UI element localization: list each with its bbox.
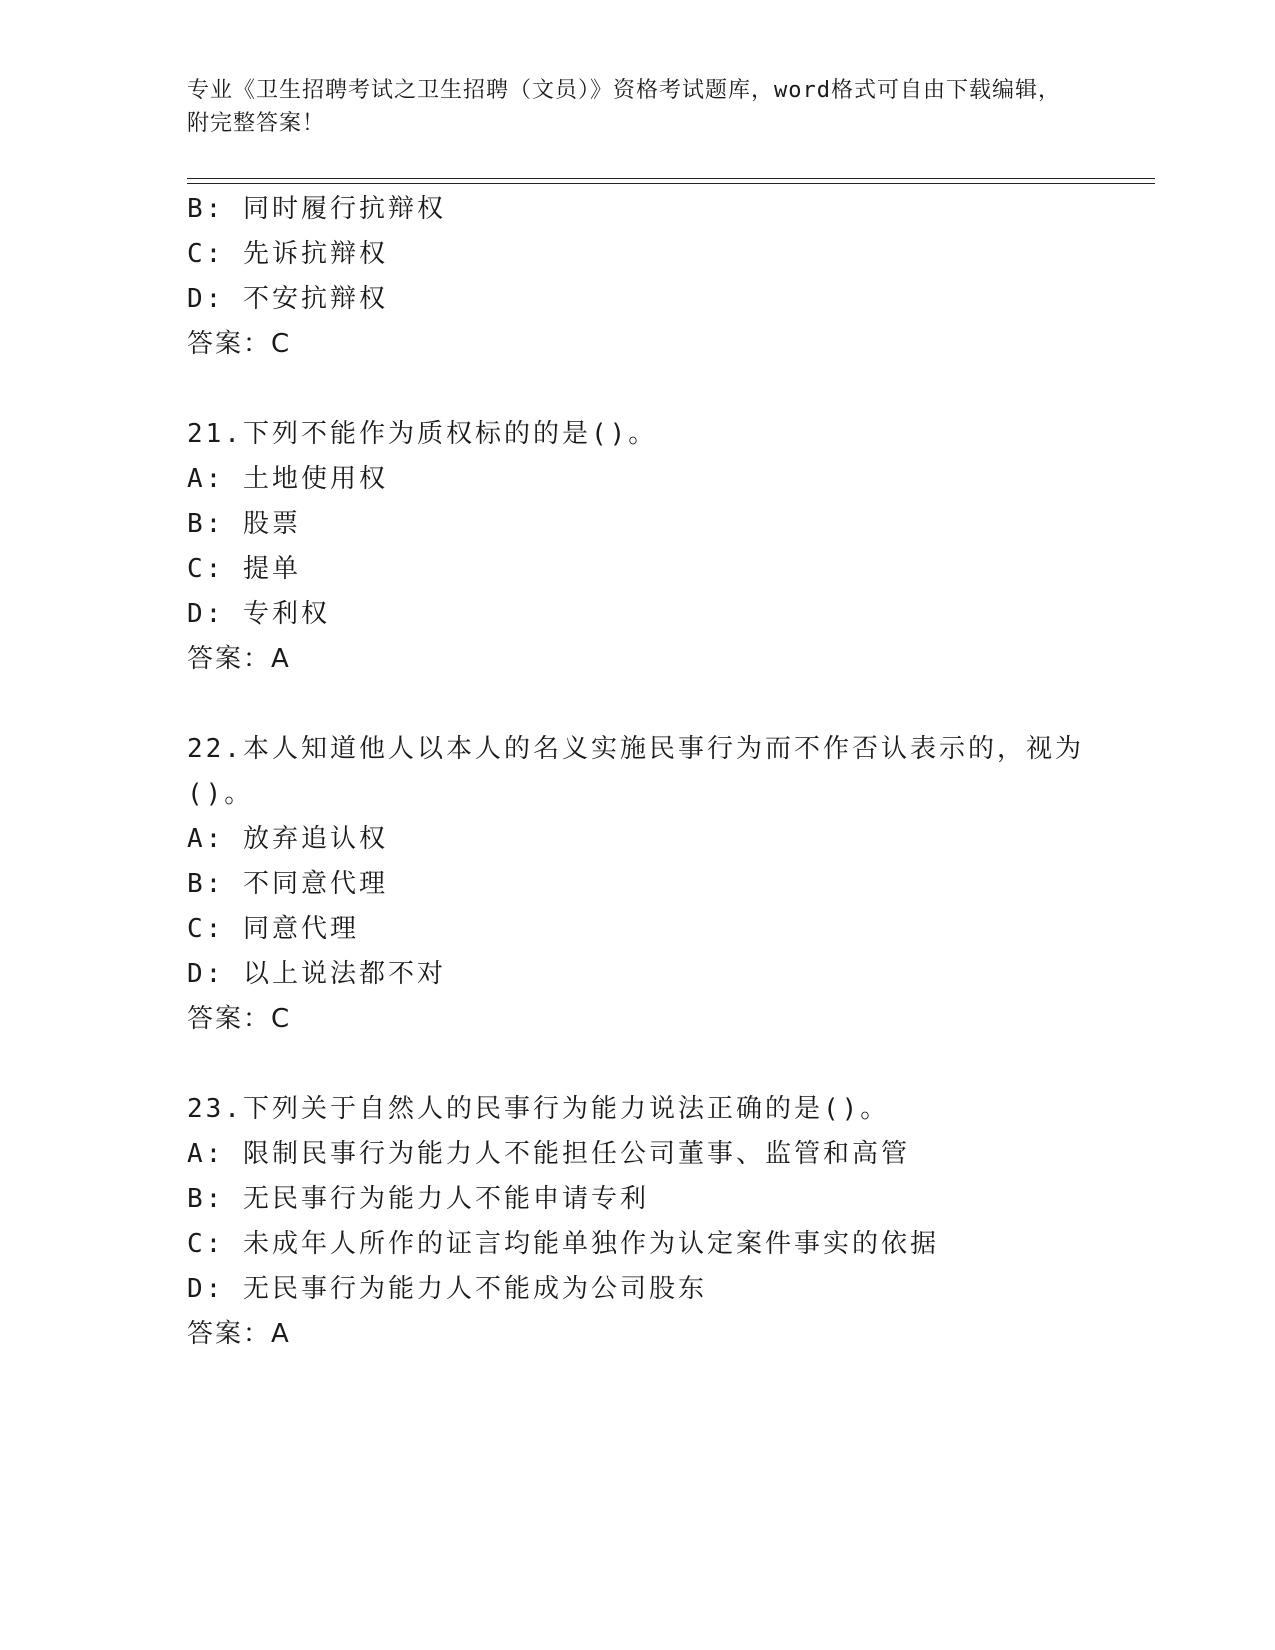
q21-option-d: D: 专利权 [187,599,330,629]
q23-option-a: A: 限制民事行为能力人不能担任公司董事、监管和高管 [187,1139,910,1169]
q23-option-d: D: 无民事行为能力人不能成为公司股东 [187,1274,707,1304]
header-divider-bottom [187,183,1155,184]
q20-option-b: B: 同时履行抗辩权 [187,194,446,224]
q23-option-b: B: 无民事行为能力人不能申请专利 [187,1184,649,1214]
q21-option-c: C: 提单 [187,554,301,584]
q22-option-d: D: 以上说法都不对 [187,959,446,989]
q23-option-c: C: 未成年人所作的证言均能单独作为认定案件事实的依据 [187,1229,939,1259]
q21-option-a: A: 土地使用权 [187,464,388,494]
q20-answer: 答案：C [187,329,292,359]
q22-question-line2: ()。 [187,779,254,809]
q21-question: 21.下列不能作为质权标的的是()。 [187,419,658,449]
q22-option-c: C: 同意代理 [187,914,359,944]
q21-answer: 答案：A [187,644,291,674]
header-divider-top [187,178,1155,179]
q22-option-a: A: 放弃追认权 [187,824,388,854]
q22-answer: 答案：C [187,1004,292,1034]
q21-option-b: B: 股票 [187,509,301,539]
document-header: 专业《卫生招聘考试之卫生招聘（文员）》资格考试题库，word格式可自由下载编辑，附完整答案！ [187,78,1061,136]
q23-answer: 答案：A [187,1319,291,1349]
q20-option-c: C: 先诉抗辩权 [187,239,388,269]
q23-question: 23.下列关于自然人的民事行为能力说法正确的是()。 [187,1094,890,1124]
q22-option-b: B: 不同意代理 [187,869,388,899]
q20-option-d: D: 不安抗辩权 [187,284,388,314]
q22-question-line1: 22.本人知道他人以本人的名义实施民事行为而不作否认表示的，视为 [187,734,1084,764]
